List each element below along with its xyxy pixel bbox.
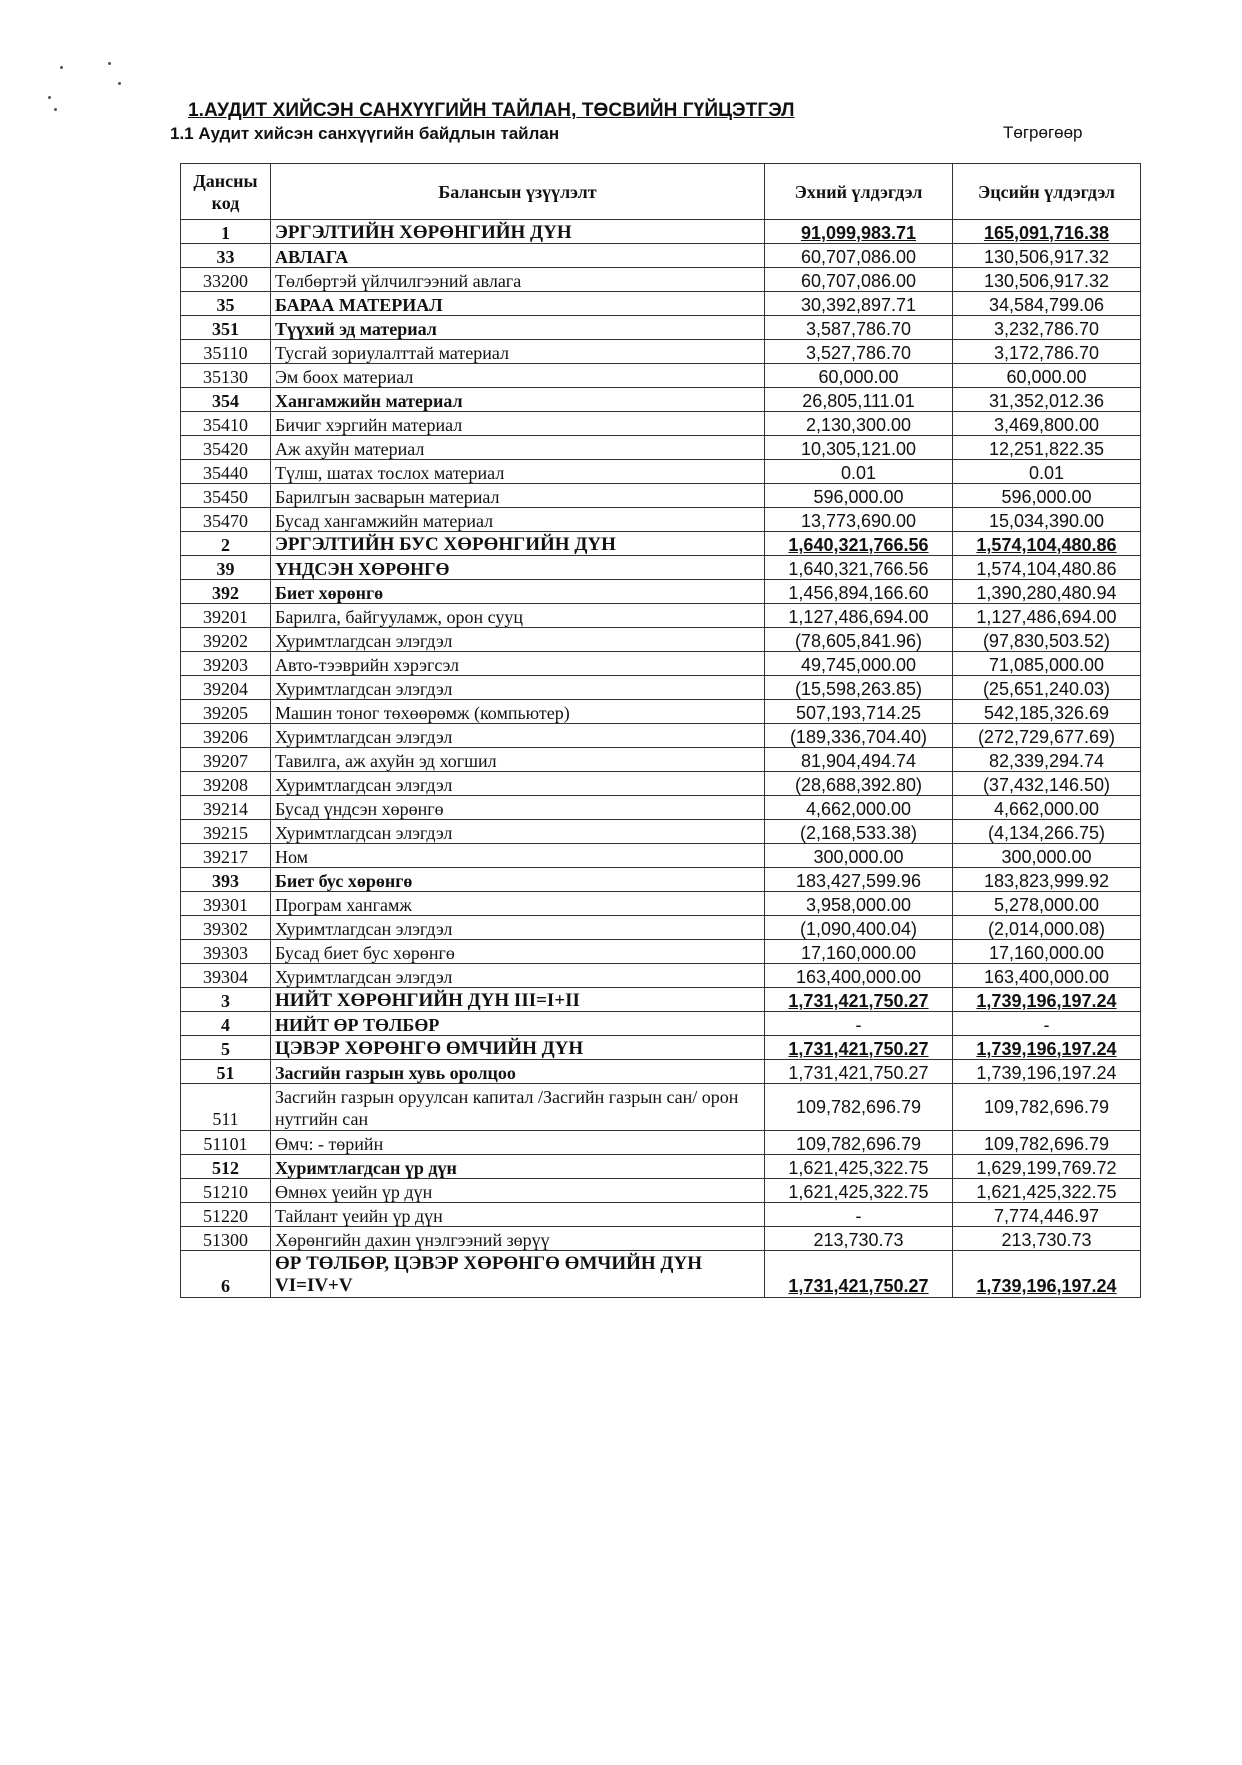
account-code-cell: 35410 [181, 412, 271, 436]
table-row [181, 1012, 1141, 1036]
account-name-cell: Аж ахуйн материал [271, 436, 765, 460]
closing-balance-cell: 163,400,000.00 [953, 964, 1141, 988]
report-subtitle: 1.1 Аудит хийсэн санхүүгийн байдлын тайлан [170, 124, 560, 143]
table-header-row [181, 164, 1141, 220]
opening-balance-cell: (2,168,533.38) [765, 820, 953, 844]
account-code-cell: 392 [181, 580, 271, 604]
table-row [181, 1227, 1141, 1251]
account-name-cell: Хуримтлагдсан элэгдэл [271, 724, 765, 748]
account-code-cell: 39203 [181, 652, 271, 676]
account-name-cell: ӨР ТӨЛБӨР, ЦЭВЭР ХӨРӨНГӨ ӨМЧИЙН ДҮН VI=IV+V [271, 1251, 765, 1298]
account-code-cell: 39201 [181, 604, 271, 628]
opening-balance-cell: 300,000.00 [765, 844, 953, 868]
table-row [181, 604, 1141, 628]
table-row [181, 460, 1141, 484]
closing-balance-cell: 1,127,486,694.00 [953, 604, 1141, 628]
closing-balance-cell: 213,730.73 [953, 1227, 1141, 1251]
account-name-cell: БАРАА МАТЕРИАЛ [271, 292, 765, 316]
closing-balance-cell: 60,000.00 [953, 364, 1141, 388]
closing-balance-cell: (97,830,503.52) [953, 628, 1141, 652]
account-code-cell: 39204 [181, 676, 271, 700]
closing-balance-cell: 17,160,000.00 [953, 940, 1141, 964]
opening-balance-cell: 2,130,300.00 [765, 412, 953, 436]
opening-balance-cell: 49,745,000.00 [765, 652, 953, 676]
table-row [181, 244, 1141, 268]
opening-balance-cell: 183,427,599.96 [765, 868, 953, 892]
account-name-cell: ЦЭВЭР ХӨРӨНГӨ ӨМЧИЙН ДҮН [271, 1036, 765, 1060]
account-name-cell: Тусгай зориулалттай материал [271, 340, 765, 364]
account-code-cell: 39302 [181, 916, 271, 940]
account-code-cell: 39304 [181, 964, 271, 988]
table-row [181, 484, 1141, 508]
account-name-cell: Хөрөнгийн дахин үнэлгээний зөрүү [271, 1227, 765, 1251]
page-title: 1.АУДИТ ХИЙСЭН САНХҮҮГИЙН ТАЙЛАН, ТӨСВИЙН ГҮЙЦЭТГЭЛ [188, 100, 795, 121]
account-name-cell: Өмч: - төрийн [271, 1131, 765, 1155]
closing-balance-cell: 71,085,000.00 [953, 652, 1141, 676]
opening-balance-cell: 1,456,894,166.60 [765, 580, 953, 604]
account-name-cell: Барилгын засварын материал [271, 484, 765, 508]
closing-balance-cell: 0.01 [953, 460, 1141, 484]
account-code-cell: 393 [181, 868, 271, 892]
account-code-cell: 4 [181, 1012, 271, 1036]
table-row [181, 892, 1141, 916]
table-row [181, 820, 1141, 844]
table-row [181, 772, 1141, 796]
table-row [181, 532, 1141, 556]
account-code-cell: 51 [181, 1060, 271, 1084]
account-code-cell: 39214 [181, 796, 271, 820]
opening-balance-cell: (1,090,400.04) [765, 916, 953, 940]
balance-sheet-table [180, 163, 1141, 1298]
table-row [181, 964, 1141, 988]
closing-balance-cell: 300,000.00 [953, 844, 1141, 868]
scan-speck [60, 66, 63, 69]
table-row [181, 580, 1141, 604]
account-name-cell: Барилга, байгууламж, орон сууц [271, 604, 765, 628]
account-name-cell: Хуримтлагдсан элэгдэл [271, 820, 765, 844]
table-row [181, 724, 1141, 748]
account-code-cell: 39206 [181, 724, 271, 748]
account-code-cell: 35 [181, 292, 271, 316]
account-name-cell: Тайлант үеийн үр дүн [271, 1203, 765, 1227]
table-row [181, 268, 1141, 292]
account-name-cell: АВЛАГА [271, 244, 765, 268]
account-name-cell: Авто-тээврийн хэрэгсэл [271, 652, 765, 676]
scan-speck [108, 62, 111, 65]
opening-balance-cell: 10,305,121.00 [765, 436, 953, 460]
table-row [181, 340, 1141, 364]
account-code-cell: 35450 [181, 484, 271, 508]
closing-balance-cell: (2,014,000.08) [953, 916, 1141, 940]
account-name-cell: ЭРГЭЛТИЙН ХӨРӨНГИЙН ДҮН [271, 220, 765, 244]
table-row [181, 700, 1141, 724]
account-name-cell: Хуримтлагдсан элэгдэл [271, 628, 765, 652]
table-row [181, 364, 1141, 388]
table-row [181, 1251, 1141, 1298]
account-name-cell: Түлш, шатах тослох материал [271, 460, 765, 484]
opening-balance-cell: 1,731,421,750.27 [765, 1060, 953, 1084]
opening-balance-cell: - [765, 1203, 953, 1227]
account-code-cell: 6 [181, 1251, 271, 1298]
account-code-cell: 51220 [181, 1203, 271, 1227]
table-row [181, 1084, 1141, 1131]
account-code-cell: 51101 [181, 1131, 271, 1155]
opening-balance-cell: 1,731,421,750.27 [765, 1251, 953, 1298]
closing-balance-cell: 130,506,917.32 [953, 268, 1141, 292]
account-name-cell: Хуримтлагдсан элэгдэл [271, 772, 765, 796]
table-row [181, 1060, 1141, 1084]
closing-balance-cell: 1,629,199,769.72 [953, 1155, 1141, 1179]
closing-balance-cell: (25,651,240.03) [953, 676, 1141, 700]
opening-balance-cell: 60,707,086.00 [765, 268, 953, 292]
table-row [181, 940, 1141, 964]
account-code-cell: 35470 [181, 508, 271, 532]
closing-balance-cell: 31,352,012.36 [953, 388, 1141, 412]
closing-balance-cell: 165,091,716.38 [953, 220, 1141, 244]
closing-balance-cell: (272,729,677.69) [953, 724, 1141, 748]
opening-balance-cell: 3,527,786.70 [765, 340, 953, 364]
closing-balance-cell: 183,823,999.92 [953, 868, 1141, 892]
scan-speck [54, 108, 57, 111]
opening-balance-cell: 507,193,714.25 [765, 700, 953, 724]
opening-balance-cell: (28,688,392.80) [765, 772, 953, 796]
column-header-code: Дансны код [181, 164, 271, 220]
opening-balance-cell: 163,400,000.00 [765, 964, 953, 988]
column-header-opening: Эхний үлдэгдэл [765, 164, 953, 220]
closing-balance-cell: 1,739,196,197.24 [953, 1060, 1141, 1084]
account-name-cell: Бусад үндсэн хөрөнгө [271, 796, 765, 820]
opening-balance-cell: 1,127,486,694.00 [765, 604, 953, 628]
currency-label: Төгрөгөөр [1003, 123, 1083, 142]
account-code-cell: 1 [181, 220, 271, 244]
account-code-cell: 39202 [181, 628, 271, 652]
account-name-cell: НИЙТ ХӨРӨНГИЙН ДҮН III=I+II [271, 988, 765, 1012]
opening-balance-cell: 26,805,111.01 [765, 388, 953, 412]
table-row [181, 412, 1141, 436]
account-code-cell: 35420 [181, 436, 271, 460]
account-name-cell: Бусад хангамжийн материал [271, 508, 765, 532]
account-code-cell: 511 [181, 1084, 271, 1131]
opening-balance-cell: 1,640,321,766.56 [765, 556, 953, 580]
account-code-cell: 39217 [181, 844, 271, 868]
closing-balance-cell: 12,251,822.35 [953, 436, 1141, 460]
opening-balance-cell: 60,707,086.00 [765, 244, 953, 268]
account-code-cell: 39 [181, 556, 271, 580]
account-name-cell: Машин тоног төхөөрөмж (компьютер) [271, 700, 765, 724]
account-name-cell: Програм хангамж [271, 892, 765, 916]
account-name-cell: Засгийн газрын оруулсан капитал /Засгийн газрын сан/ орон нутгийн сан [271, 1084, 765, 1131]
account-name-cell: Хангамжийн материал [271, 388, 765, 412]
opening-balance-cell: (15,598,263.85) [765, 676, 953, 700]
account-code-cell: 39208 [181, 772, 271, 796]
account-name-cell: Биет хөрөнгө [271, 580, 765, 604]
opening-balance-cell: 0.01 [765, 460, 953, 484]
account-name-cell: Засгийн газрын хувь оролцоо [271, 1060, 765, 1084]
table-row [181, 676, 1141, 700]
opening-balance-cell: - [765, 1012, 953, 1036]
table-row [181, 1131, 1141, 1155]
closing-balance-cell: 109,782,696.79 [953, 1084, 1141, 1131]
closing-balance-cell: 1,739,196,197.24 [953, 1036, 1141, 1060]
closing-balance-cell: 1,574,104,480.86 [953, 532, 1141, 556]
account-code-cell: 512 [181, 1155, 271, 1179]
closing-balance-cell: 1,739,196,197.24 [953, 1251, 1141, 1298]
closing-balance-cell: 130,506,917.32 [953, 244, 1141, 268]
account-name-cell: НИЙТ ӨР ТӨЛБӨР [271, 1012, 765, 1036]
opening-balance-cell: 4,662,000.00 [765, 796, 953, 820]
closing-balance-cell: (4,134,266.75) [953, 820, 1141, 844]
opening-balance-cell: (189,336,704.40) [765, 724, 953, 748]
column-header-closing: Эцсийн үлдэгдэл [953, 164, 1141, 220]
scan-speck [118, 82, 121, 85]
closing-balance-cell: 109,782,696.79 [953, 1131, 1141, 1155]
table-row [181, 796, 1141, 820]
closing-balance-cell: 1,739,196,197.24 [953, 988, 1141, 1012]
closing-balance-cell: 3,469,800.00 [953, 412, 1141, 436]
column-header-name: Балансын үзүүлэлт [271, 164, 765, 220]
account-code-cell: 5 [181, 1036, 271, 1060]
account-code-cell: 39205 [181, 700, 271, 724]
account-code-cell: 39303 [181, 940, 271, 964]
closing-balance-cell: 82,339,294.74 [953, 748, 1141, 772]
closing-balance-cell: 1,390,280,480.94 [953, 580, 1141, 604]
opening-balance-cell: 81,904,494.74 [765, 748, 953, 772]
table-row [181, 1179, 1141, 1203]
account-name-cell: Ном [271, 844, 765, 868]
account-name-cell: Өмнөх үеийн үр дүн [271, 1179, 765, 1203]
table-row [181, 292, 1141, 316]
closing-balance-cell: 7,774,446.97 [953, 1203, 1141, 1227]
opening-balance-cell: 17,160,000.00 [765, 940, 953, 964]
opening-balance-cell: 91,099,983.71 [765, 220, 953, 244]
closing-balance-cell: (37,432,146.50) [953, 772, 1141, 796]
table-row [181, 868, 1141, 892]
account-name-cell: Бичиг хэргийн материал [271, 412, 765, 436]
closing-balance-cell: 4,662,000.00 [953, 796, 1141, 820]
closing-balance-cell: 3,172,786.70 [953, 340, 1141, 364]
account-name-cell: Хуримтлагдсан элэгдэл [271, 964, 765, 988]
account-name-cell: ЭРГЭЛТИЙН БУС ХӨРӨНГИЙН ДҮН [271, 532, 765, 556]
scan-speck [48, 96, 51, 99]
account-name-cell: Төлбөртэй үйлчилгээний авлага [271, 268, 765, 292]
closing-balance-cell: 3,232,786.70 [953, 316, 1141, 340]
opening-balance-cell: 1,731,421,750.27 [765, 1036, 953, 1060]
opening-balance-cell: 3,958,000.00 [765, 892, 953, 916]
closing-balance-cell: 596,000.00 [953, 484, 1141, 508]
account-code-cell: 35110 [181, 340, 271, 364]
account-name-cell: Биет бус хөрөнгө [271, 868, 765, 892]
table-row [181, 436, 1141, 460]
closing-balance-cell: 1,621,425,322.75 [953, 1179, 1141, 1203]
opening-balance-cell: 109,782,696.79 [765, 1131, 953, 1155]
opening-balance-cell: (78,605,841.96) [765, 628, 953, 652]
account-code-cell: 33 [181, 244, 271, 268]
table-row [181, 652, 1141, 676]
account-code-cell: 39207 [181, 748, 271, 772]
opening-balance-cell: 109,782,696.79 [765, 1084, 953, 1131]
table-row [181, 316, 1141, 340]
account-name-cell: Хуримтлагдсан элэгдэл [271, 676, 765, 700]
opening-balance-cell: 60,000.00 [765, 364, 953, 388]
account-name-cell: ҮНДСЭН ХӨРӨНГӨ [271, 556, 765, 580]
opening-balance-cell: 13,773,690.00 [765, 508, 953, 532]
opening-balance-cell: 1,731,421,750.27 [765, 988, 953, 1012]
table-row [181, 628, 1141, 652]
account-code-cell: 2 [181, 532, 271, 556]
closing-balance-cell: 5,278,000.00 [953, 892, 1141, 916]
table-row [181, 556, 1141, 580]
opening-balance-cell: 30,392,897.71 [765, 292, 953, 316]
table-row [181, 844, 1141, 868]
closing-balance-cell: 34,584,799.06 [953, 292, 1141, 316]
opening-balance-cell: 1,621,425,322.75 [765, 1179, 953, 1203]
account-name-cell: Тавилга, аж ахуйн эд хогшил [271, 748, 765, 772]
table-row [181, 916, 1141, 940]
account-name-cell: Эм боох материал [271, 364, 765, 388]
table-row [181, 1203, 1141, 1227]
account-code-cell: 51210 [181, 1179, 271, 1203]
table-row [181, 988, 1141, 1012]
account-code-cell: 39301 [181, 892, 271, 916]
table-row [181, 508, 1141, 532]
table-row [181, 220, 1141, 244]
account-code-cell: 351 [181, 316, 271, 340]
table-row [181, 1036, 1141, 1060]
closing-balance-cell: 1,574,104,480.86 [953, 556, 1141, 580]
table-row [181, 388, 1141, 412]
account-code-cell: 3 [181, 988, 271, 1012]
table-row [181, 748, 1141, 772]
opening-balance-cell: 1,640,321,766.56 [765, 532, 953, 556]
account-code-cell: 35440 [181, 460, 271, 484]
opening-balance-cell: 596,000.00 [765, 484, 953, 508]
account-code-cell: 35130 [181, 364, 271, 388]
account-code-cell: 354 [181, 388, 271, 412]
account-code-cell: 39215 [181, 820, 271, 844]
opening-balance-cell: 1,621,425,322.75 [765, 1155, 953, 1179]
closing-balance-cell: 15,034,390.00 [953, 508, 1141, 532]
account-name-cell: Хуримтлагдсан үр дүн [271, 1155, 765, 1179]
table-row [181, 1155, 1141, 1179]
closing-balance-cell: 542,185,326.69 [953, 700, 1141, 724]
opening-balance-cell: 213,730.73 [765, 1227, 953, 1251]
closing-balance-cell: - [953, 1012, 1141, 1036]
account-name-cell: Бусад биет бус хөрөнгө [271, 940, 765, 964]
account-name-cell: Түүхий эд материал [271, 316, 765, 340]
account-code-cell: 33200 [181, 268, 271, 292]
account-name-cell: Хуримтлагдсан элэгдэл [271, 916, 765, 940]
account-code-cell: 51300 [181, 1227, 271, 1251]
opening-balance-cell: 3,587,786.70 [765, 316, 953, 340]
